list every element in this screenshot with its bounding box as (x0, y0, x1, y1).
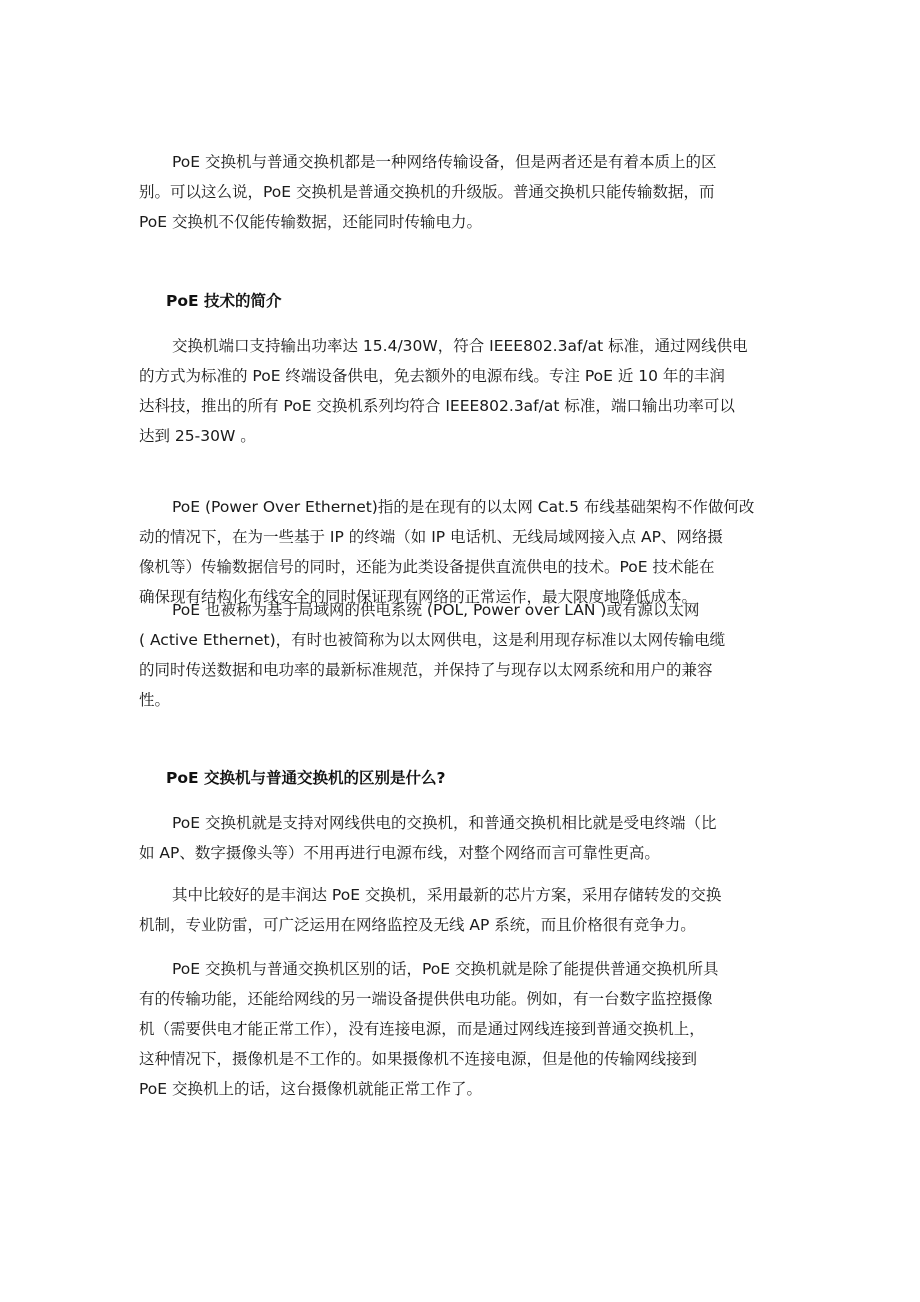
paragraph-fengrunda: 其中比较好的是丰润达 PoE 交换机，采用最新的芯片方案，采用存储转发的交换 机制，专业防雷，可广泛运用在网络监控及无线 AP 系统，而且价格很有竞争力。 (139, 886, 722, 934)
paragraph-port-power: 交换机端口支持输出功率达 15.4/30W，符合 IEEE802.3af/at 标准，通过网线供电 的方式为标准的 PoE 终端设备供电，免去额外的电源布线。专注 PoE 近 10 年的丰润 达科技，推出的所有 PoE 交换机系列均符合 IEEE802.3af/at 标准，端口输出功率可以 达到 25-30W 。 (139, 337, 748, 445)
intro-paragraph: PoE 交换机与普通交换机都是一种网络传输设备，但是两者还是有着本质上的区 别。可以这么说，PoE 交换机是普通交换机的升级版。普通交换机只能传输数据，而 PoE 交换机不仅能传输数据，还能同时传输电力。 (139, 153, 717, 231)
paragraph-poe-switch-definition: PoE 交换机就是支持对网线供电的交换机，和普通交换机相比就是受电终端（比 如 AP、数字摄像头等）不用再进行电源布线，对整个网络而言可靠性更高。 (139, 814, 717, 862)
paragraph-poe-alias: PoE 也被称为基于局域网的供电系统 (POL, Power over LAN )或有源以太网 ( Active Ethernet)，有时也被简称为以太网供电，这是利用现存标准以太网传输电缆 的同时传送数据和电功率的最新标准规范，并保持了与现存以太网系统和用户的兼容 性。 (139, 601, 726, 709)
section-heading-poe-intro: PoE 技术的简介 (166, 292, 282, 310)
paragraph-poe-definition: PoE (Power Over Ethernet)指的是在现有的以太网 Cat.5 布线基础架构不作做何改 动的情况下，在为一些基于 IP 的终端（如 IP 电话机、无线局域网接入点 AP、网络摄 像机等）传输数据信号的同时，还能为此类设备提供直流供电的技术。PoE 技术能在 确保现有结构化布线安全的同时保证现有网络的正常运作，最大限度地降低成本。 (139, 498, 755, 606)
paragraph-difference-example: PoE 交换机与普通交换机区别的话，PoE 交换机就是除了能提供普通交换机所具 有的传输功能，还能给网线的另一端设备提供供电功能。例如，有一台数字监控摄像 机（需要供电才能正常工作），没有连接电源，而是通过网线连接到普通交换机上， 这种情况下，摄像机是不工作的。如果摄像机不连接电源，但是他的传输网线接到 PoE 交换机上的话，这台摄像机就能正常工作了。 (139, 960, 719, 1098)
section-heading-difference: PoE 交换机与普通交换机的区别是什么? (166, 769, 446, 787)
